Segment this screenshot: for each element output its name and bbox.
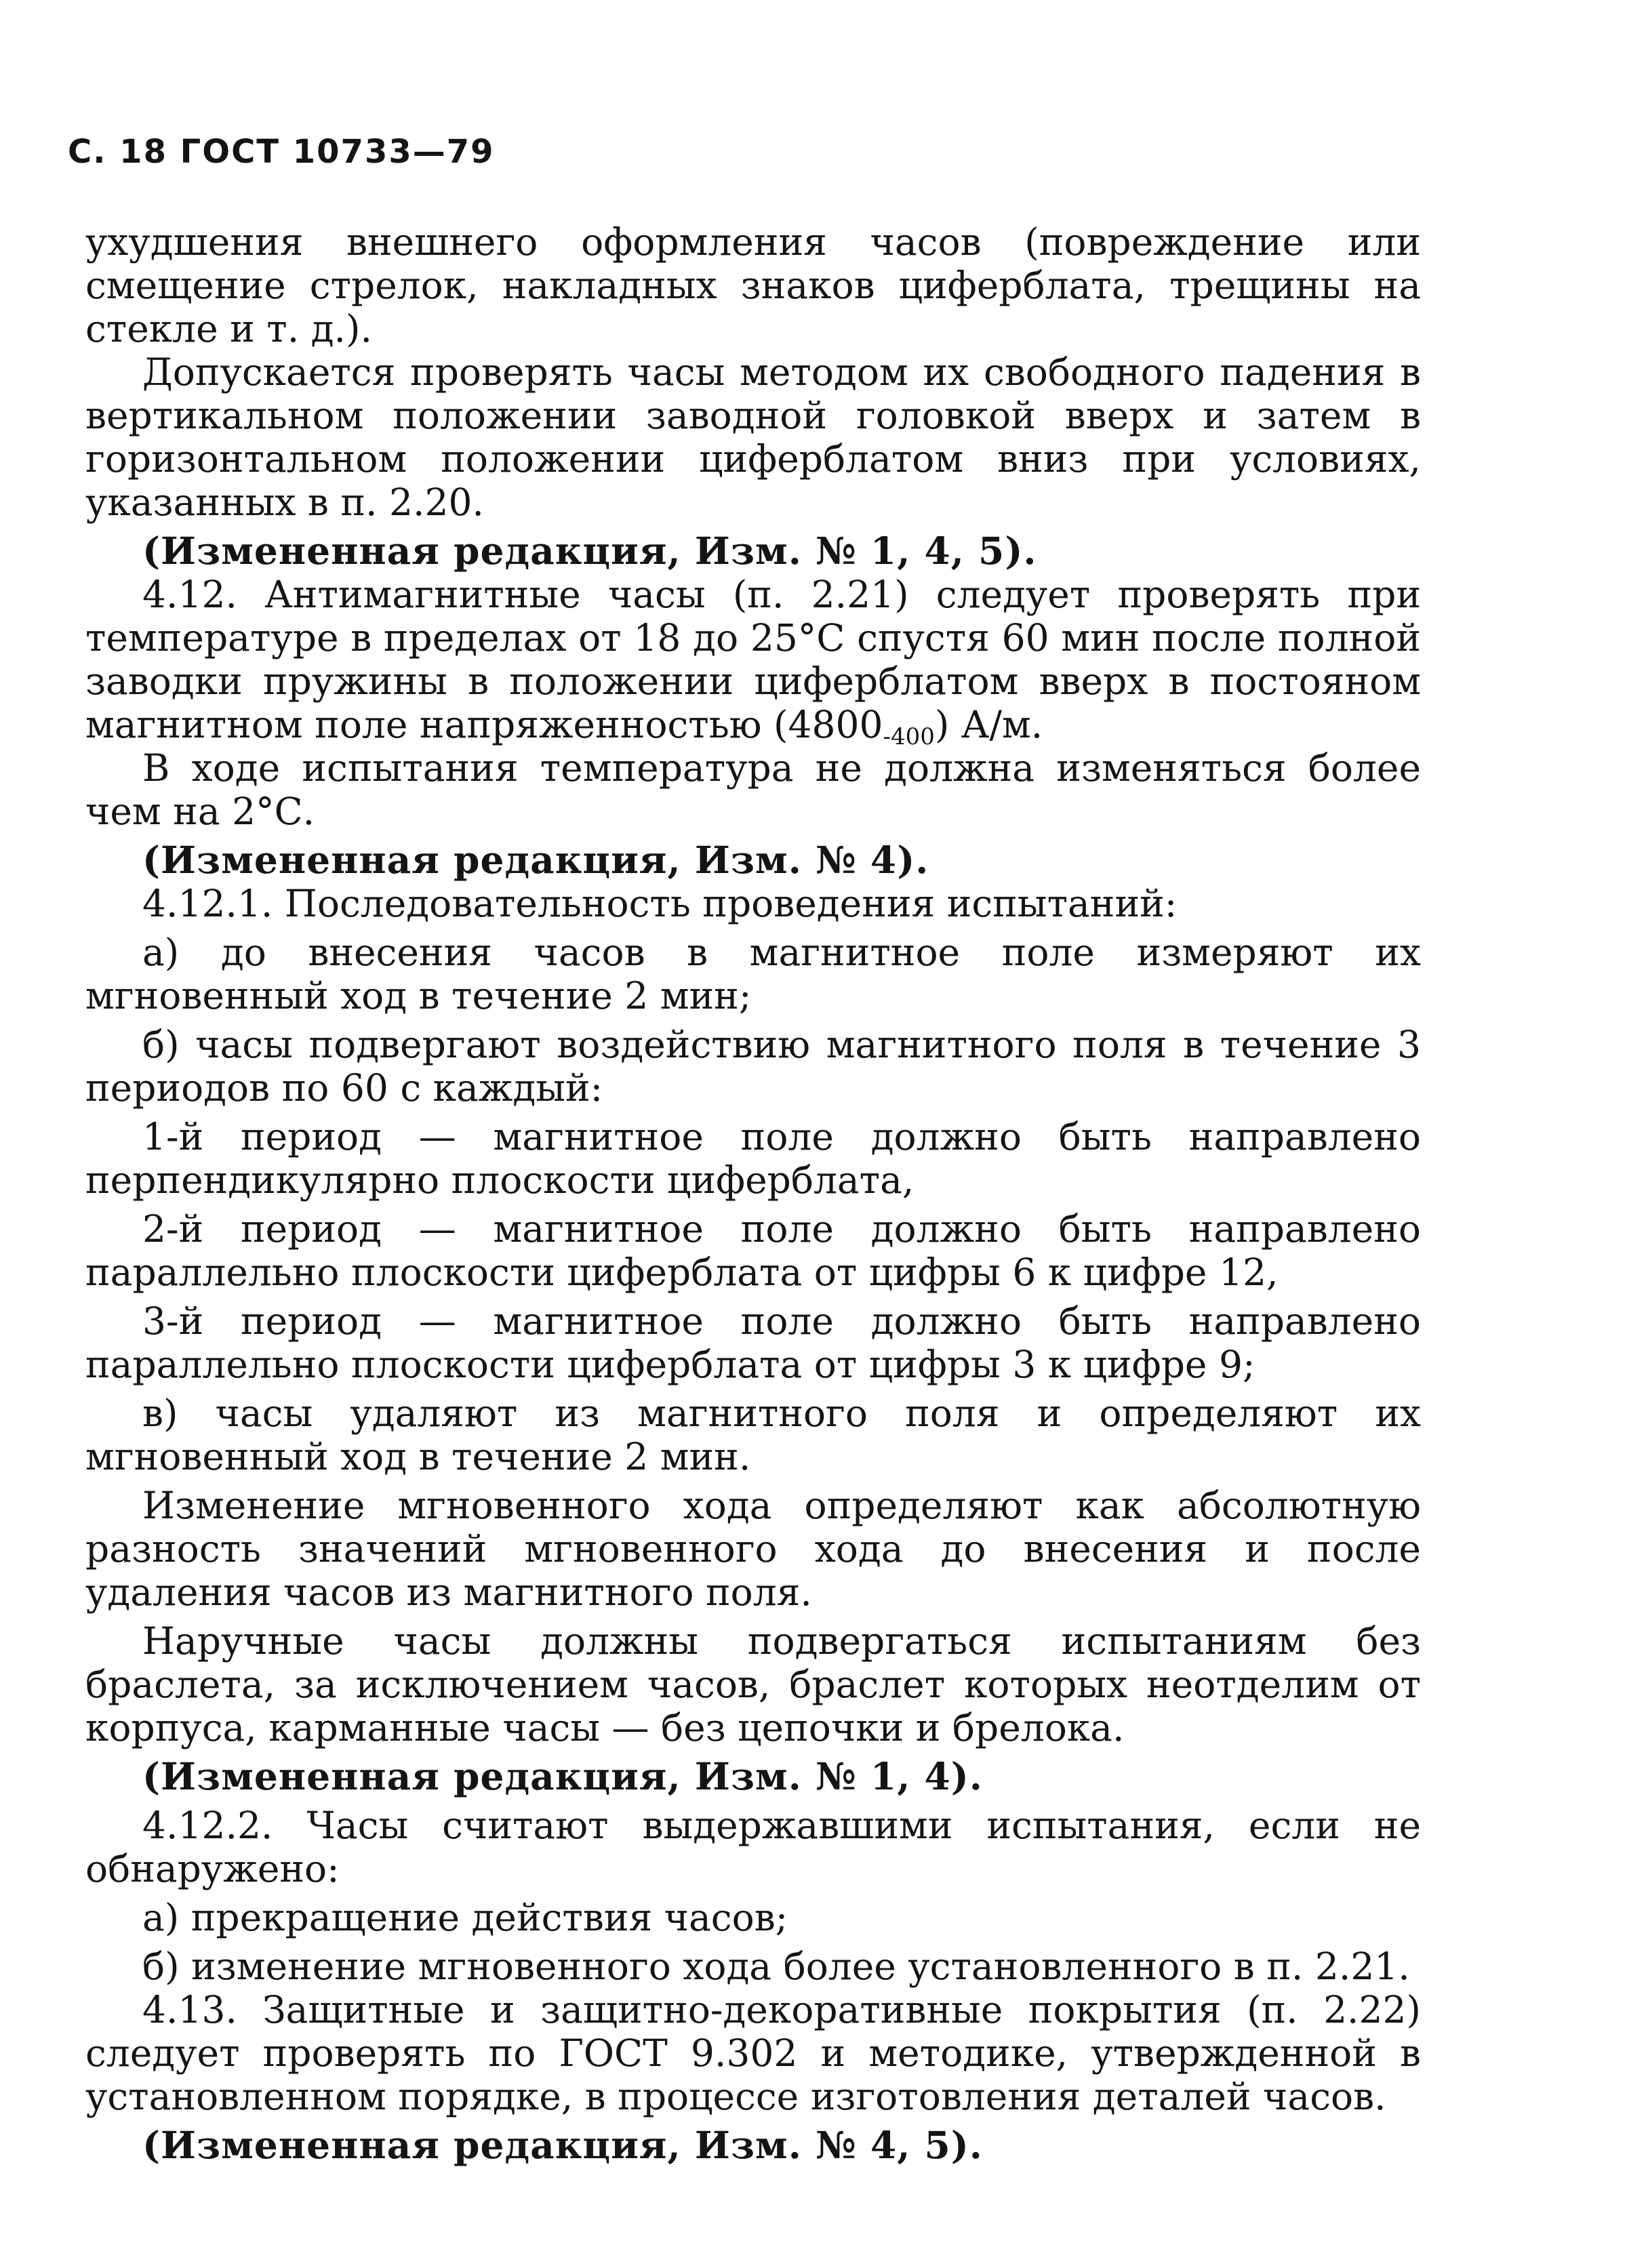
amendment-note: (Измененная редакция, Изм. № 1, 4, 5). [142,529,1037,573]
amendment-note: (Измененная редакция, Изм. № 4). [142,838,929,882]
criterion-a: а) прекращение действия часов; [142,1896,788,1939]
paragraph-continuation: ухудшения внешнего оформления часов (повреждение или смещение стрелок, накладных знаков циферблата, трещины на стекле и т. д.). [85,220,1421,350]
list-item-v: в) часы удаляют из магнитного поля и определяют их мгновенный ход в течение 2 мин. [85,1392,1421,1478]
paragraph-wrist-watches: Наручные часы должны подвергаться испытаниям без браслета, за исключением часов, браслет которых неотделим от корпуса, карманные часы — без цепочки и брелока. [85,1619,1421,1749]
period-2: 2-й период — магнитное поле должно быть направлено параллельно плоскости циферблата от цифры 6 к цифре 12, [85,1207,1421,1294]
criterion-b: б) изменение мгновенного хода более установленного в п. 2.21. [142,1945,1410,1988]
page-header: С. 18 ГОСТ 10733—79 [68,133,495,171]
paragraph-temperature: В ходе испытания температура не должна изменяться более чем на 2°С. [85,746,1421,833]
paragraph-4-12-1: 4.12.1. Последовательность проведения испытаний: [142,882,1178,925]
paragraph-rate-change: Изменение мгновенного хода определяют как абсолютную разность значений мгновенного хода до внесения и после удаления часов из магнитного поля. [85,1484,1421,1614]
tolerance-subscript: -400 [883,723,935,750]
paragraph-4-12 [85,573,1421,750]
period-1: 1-й период — магнитное поле должно быть направлено перпендикулярно плоскости циферблата, [85,1115,1421,1202]
document-body [85,220,1421,2167]
amendment-note: (Измененная редакция, Изм. № 1, 4). [142,1754,983,1798]
paragraph-4-12-unit: ) А/м. [934,703,1043,746]
paragraph-4-12-2: 4.12.2. Часы считают выдержавшими испытания, если не обнаружено: [85,1804,1421,1890]
list-item-a: а) до внесения часов в магнитное поле измеряют их мгновенный ход в течение 2 мин; [85,931,1421,1017]
paragraph-4-13: 4.13. Защитные и защитно-декоративные покрытия (п. 2.22) следует проверять по ГОСТ 9.302 и методике, утвержденной в установленном порядке, в процессе изготовления деталей часов. [85,1988,1421,2118]
paragraph-4-12-text: 4.12. Антимагнитные часы (п. 2.21) следует проверять при температуре в пределах от 18 до 25°С спустя 60 мин после полной заводки пружины в положении циферблатом вверх в постояном магнитном поле напряженностью (4800 [85,573,1421,746]
list-item-b: б) часы подвергают воздействию магнитного поля в течение 3 периодов по 60 с каждый: [85,1023,1421,1110]
amendment-note: (Измененная редакция, Изм. № 4, 5). [142,2123,983,2167]
paragraph-drop-test: Допускается проверять часы методом их свободного падения в вертикальном положении заводной головкой вверх и затем в горизонтальном положении циферблатом вниз при условиях, указанных в п. 2.20. [85,350,1421,524]
period-3: 3-й период — магнитное поле должно быть направлено параллельно плоскости циферблата от цифры 3 к цифре 9; [85,1299,1421,1386]
